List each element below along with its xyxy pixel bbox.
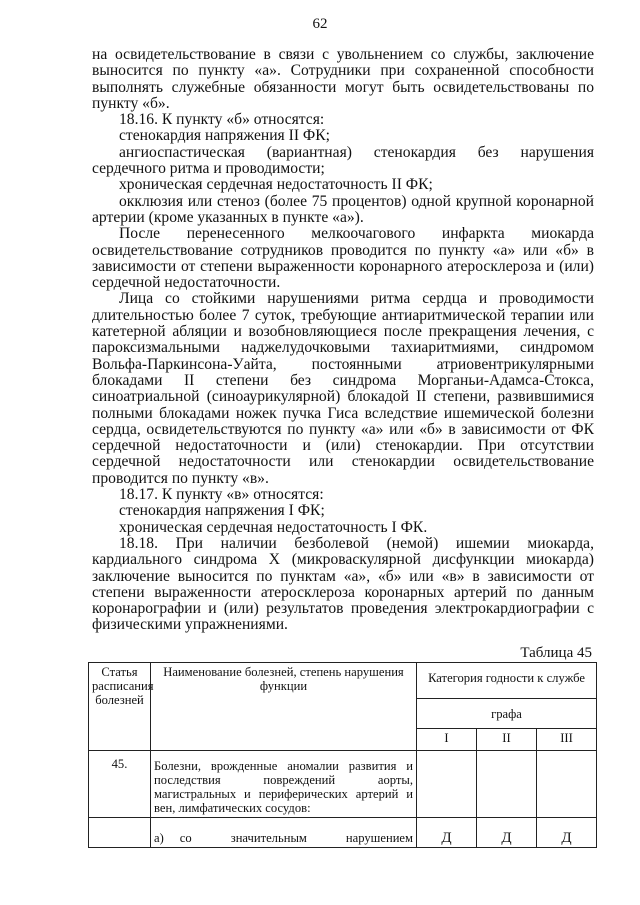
list-item: окклюзия или стеноз (более 75 процентов) одной крупной коронарной артерии (кроме указанных в пункте «а»).: [92, 192, 594, 226]
list-item: хроническая сердечная недостаточность I ФК.: [119, 518, 428, 536]
row-cell-empty: [537, 751, 597, 818]
disease-table: [88, 662, 597, 848]
paragraph: на освидетельствование в связи с увольнением со службы, заключение выносится по пункту «а». Сотрудники при сохраненной способности выполнять служебные обязанности могут быть освидетельствованы по пункту «б».: [92, 46, 594, 112]
list-item: стенокардия напряжения II ФК;: [119, 127, 330, 145]
table-row: [89, 751, 597, 818]
list-item: стенокардия напряжения I ФК;: [119, 502, 325, 520]
graph-col-1: I: [417, 729, 477, 751]
subrow-description: [151, 818, 417, 848]
row-cell-empty: [417, 751, 477, 818]
subrow-value-2: Д: [477, 818, 537, 848]
table-caption: Таблица 45: [520, 645, 592, 661]
subrow-article-empty: [89, 818, 151, 848]
graph-col-2: II: [477, 729, 537, 751]
header-disease-name: Наименование болезней, степень нарушения функции: [151, 663, 417, 751]
document-body: [92, 47, 594, 634]
section-heading: 18.16. К пункту «б» относятся:: [119, 111, 325, 129]
subrow-value-1: Д: [417, 818, 477, 848]
row-cell-empty: [477, 751, 537, 818]
header-graph: графа: [417, 699, 597, 729]
row-article: 45.: [89, 751, 151, 818]
subrow-value-3: Д: [537, 818, 597, 848]
paragraph: Лица со стойкими нарушениями ритма сердца и проводимости длительностью более 7 суток, требующие антиаритмической терапии или катетерной абляции и возобновляющиеся после прекращения лечения, с пароксизмальными наджелудочковыми тахиаритмиями, синдромом Вольфа-Паркинсона-Уайта, постоянными атриовентрикулярными блокадами II степени без синдрома Морганьи-Адамса-Стокса, синоатриальной (синоаурикулярной) блокадой II степени, развившимися полными блокадами ножек пучка Гиса вследствие ишемической болезни сердца, освидетельствуются по пункту «а» или «б» в зависимости от ФК сердечной недостаточности и (или) стенокардии. При отсутствии сердечной недостаточности или стенокардии освидетельствование проводится по пункту «в».: [92, 290, 594, 487]
subrow-label: а): [154, 831, 164, 845]
row-description: Болезни, врожденные аномалии развития и последствия повреждений аорты, магистральных и периферических артерий и вен, лимфатических сосудов:: [151, 751, 417, 818]
header-category: Категория годности к службе: [417, 663, 597, 699]
section-heading: 18.17. К пункту «в» относятся:: [119, 486, 324, 504]
page-number: 62: [312, 16, 328, 32]
table-row: [89, 818, 597, 848]
list-item: хроническая сердечная недостаточность II ФК;: [119, 176, 433, 194]
subrow-text: со значительным нарушением: [179, 831, 413, 845]
list-item: ангиоспастическая (вариантная) стенокардия без нарушения сердечного ритма и проводимости;: [92, 143, 594, 178]
paragraph: 18.18. При наличии безболевой (немой) ишемии миокарда, кардиального синдрома X (микроваскулярной дисфункции миокарда) заключение выносится по пунктам «а», «б» или «в» в зависимости от степени выраженности атеросклероза коронарных артерий по данным коронарографии и (или) результатов проведения электрокардиографии с физическими упражнениями.: [92, 534, 594, 634]
header-article: Статья расписания болезней: [89, 663, 151, 751]
paragraph: После перенесенного мелкоочагового инфаркта миокарда освидетельствование сотрудников проводится по пункту «а» или «б» в зависимости от степени выраженности коронарного атеросклероза и (или) сердечной недостаточности.: [92, 225, 594, 292]
graph-col-3: III: [537, 729, 597, 751]
